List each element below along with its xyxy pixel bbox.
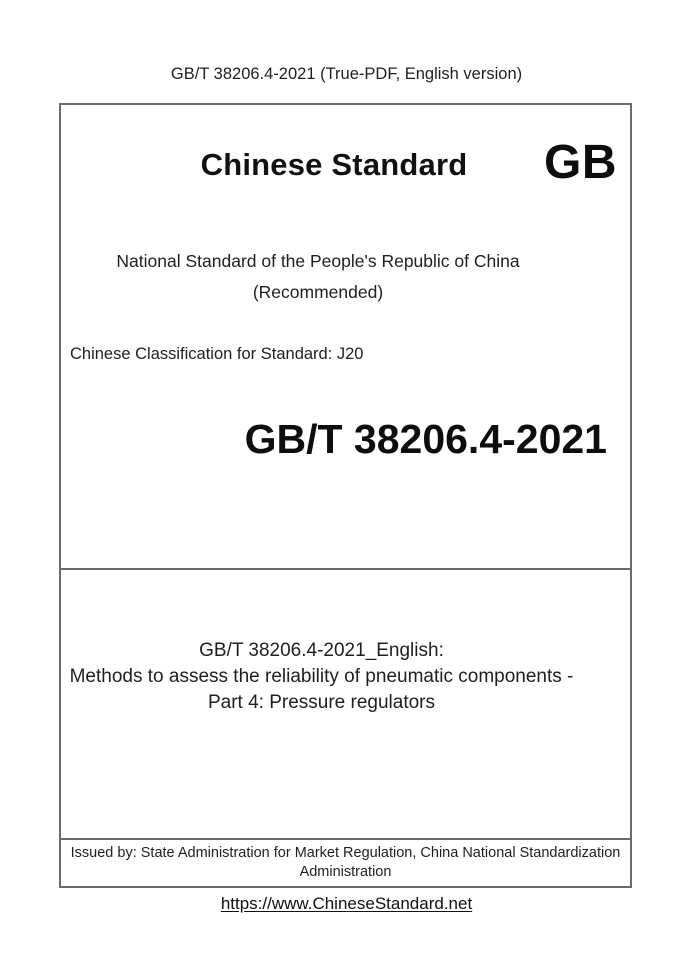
- national-standard-subtitle: [61, 246, 575, 308]
- section-divider-issued: [61, 838, 630, 840]
- classification-label: Chinese Classification for Standard: J20: [70, 345, 364, 363]
- page-header-title: GB/T 38206.4-2021 (True-PDF, English version): [170, 65, 523, 83]
- english-title-block: [61, 638, 582, 716]
- section-divider-middle: [61, 568, 630, 570]
- english-title-part-line: Part 4: Pressure regulators: [207, 692, 436, 713]
- issued-by-line1: Issued by: State Administration for Market Regulation, China National Standardization: [70, 845, 621, 861]
- footer-link-row: [0, 893, 693, 915]
- cover-box: [59, 103, 632, 888]
- english-title-subject-line: Methods to assess the reliability of pneumatic components -: [69, 666, 574, 687]
- chinesestandard-link[interactable]: https://www.ChineseStandard.net: [220, 894, 473, 913]
- standard-number: GB/T 38206.4-2021: [244, 416, 607, 462]
- brand-title: Chinese Standard: [200, 147, 468, 182]
- issued-by-line2: Administration: [299, 864, 392, 880]
- national-standard-line: National Standard of the People's Republic of China: [116, 251, 520, 271]
- gb-logo: GB: [544, 136, 617, 189]
- issued-by-block: [61, 844, 630, 882]
- recommended-line: (Recommended): [252, 282, 384, 302]
- english-title-id-line: GB/T 38206.4-2021_English:: [199, 640, 444, 661]
